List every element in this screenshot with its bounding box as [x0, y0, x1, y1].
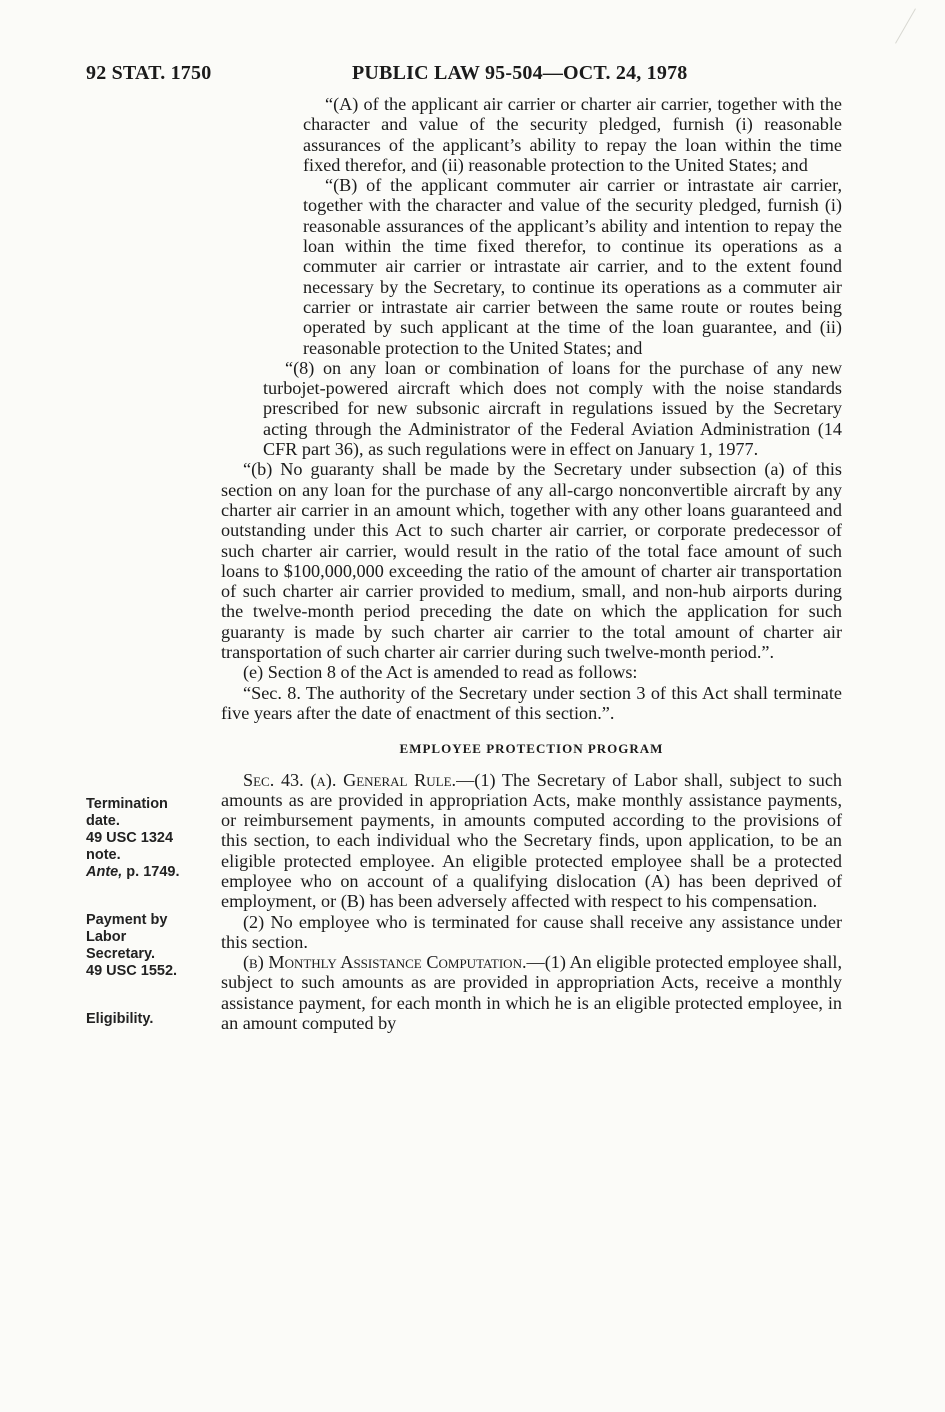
- margin-note-line: Secretary.: [86, 946, 156, 962]
- scan-artifact: [895, 8, 916, 43]
- section-43-label: Sec. 43. (a). General Rule.: [243, 769, 457, 790]
- margin-note-line: 49 USC 1552.: [86, 963, 178, 979]
- margin-note-line: date.: [86, 813, 120, 829]
- section-43-b-text: —(1) An eligible protected employee shall, subject to such amounts as are provided in appropriation Acts, receive a monthly assistance payment, for each month in which he is an eligible protected employee, in an amount computed by: [221, 952, 843, 1034]
- page-title: PUBLIC LAW 95-504—OCT. 24, 1978: [352, 62, 688, 84]
- paragraph-8: “(8) on any loan or combination of loans for the purchase of any new turbojet-powered aircraft which does not comply with the noise standards prescribed for new subsonic aircraft in regulations issued by the Secretary acting through the Administrator of the Federal Aviation Administration (14 CFR part 36), as such regulations were in effect on January 1, 1977.: [263, 357, 842, 460]
- margin-note-line: Termination: [86, 796, 168, 812]
- margin-note-line: 49 USC 1324: [86, 830, 174, 846]
- margin-note-line: [86, 864, 179, 881]
- margin-note-ante: Ante,: [86, 864, 123, 880]
- margin-note-line: note.: [86, 847, 121, 863]
- section-heading: EMPLOYEE PROTECTION PROGRAM: [399, 741, 664, 757]
- margin-note-page: p. 1749.: [122, 864, 180, 880]
- margin-note-line: Payment by: [86, 912, 168, 928]
- section-8-text: “Sec. 8. The authority of the Secretary under section 3 of this Act shall terminate five years after the date of enactment of this section.”.: [221, 682, 842, 723]
- subsection-e: (e) Section 8 of the Act is amended to read as follows:: [243, 662, 638, 683]
- section-43-b-label: (b) Monthly Assistance Computation.: [243, 952, 527, 973]
- section-43-text: —(1) The Secretary of Labor shall, subject to such amounts as are provided in appropriation Acts, make monthly assistance payments, or reimbursement payments, in amounts computed according to the provisions of this section, to each individual who the Secretary finds, upon application, to be an eligible protected employee. An eligible protected employee shall be a protected employee who on account of a qualifying dislocation (A) has been deprived of employment, or (B) has been adversely affected with respect to his compensation.: [221, 769, 842, 912]
- margin-note-line: Labor: [86, 929, 127, 945]
- body-text: [221, 94, 842, 1033]
- subsection-b: “(b) No guaranty shall be made by the Secretary under subsection (a) of this section on any loan for the purchase of any all-cargo nonconvertible aircraft by any charter air carrier in an amount which, together with any other loans guaranteed and outstanding under this Act to such charter air carrier, or corporate predecessor of such charter air carrier, would result in the ratio of the total face amount of such loans to $100,000,000 exceeding the ratio of the amount of charter air transportation of such charter air carrier provided to medium, small, and non-hub airports during the twelve-month period preceding the date on which the application for such guaranty is made by such charter air carrier to the total amount of charter air transportation of such charter air carrier during such twelve-month period.”.: [221, 459, 842, 663]
- margin-note-payment: [86, 912, 177, 980]
- page-citation: 92 STAT. 1750: [86, 62, 212, 84]
- margin-note-eligibility: Eligibility.: [86, 1011, 154, 1027]
- section-43-a: [221, 770, 842, 912]
- section-43-b: [221, 952, 842, 1033]
- margin-note-termination: [86, 796, 179, 881]
- paragraph-a: “(A) of the applicant air carrier or charter air carrier, together with the character and value of the security pledged, furnish (i) reasonable assurances of the applicant’s ability to repay the loan within the time fixed therefor, and (ii) reasonable protection to the United States; and: [303, 94, 842, 175]
- paragraph-b-sub: “(B) of the applicant commuter air carrier or intrastate air carrier, together with the character and value of the security pledged, furnish (i) reasonable assurances of the applicant’s ability and intention to repay the loan within the time fixed therefor, to continue its operations as a commuter air carrier or intrastate air carrier, and to the extent found necessary by the Secretary, to continue its operations as a commuter air carrier or intrastate air carrier between the same route or routes being operated by such applicant at the time of the loan guarantee, and (ii) reasonable protection to the United States; and: [303, 175, 842, 358]
- section-43-a-2: (2) No employee who is terminated for cause shall receive any assistance under this section.: [221, 911, 842, 952]
